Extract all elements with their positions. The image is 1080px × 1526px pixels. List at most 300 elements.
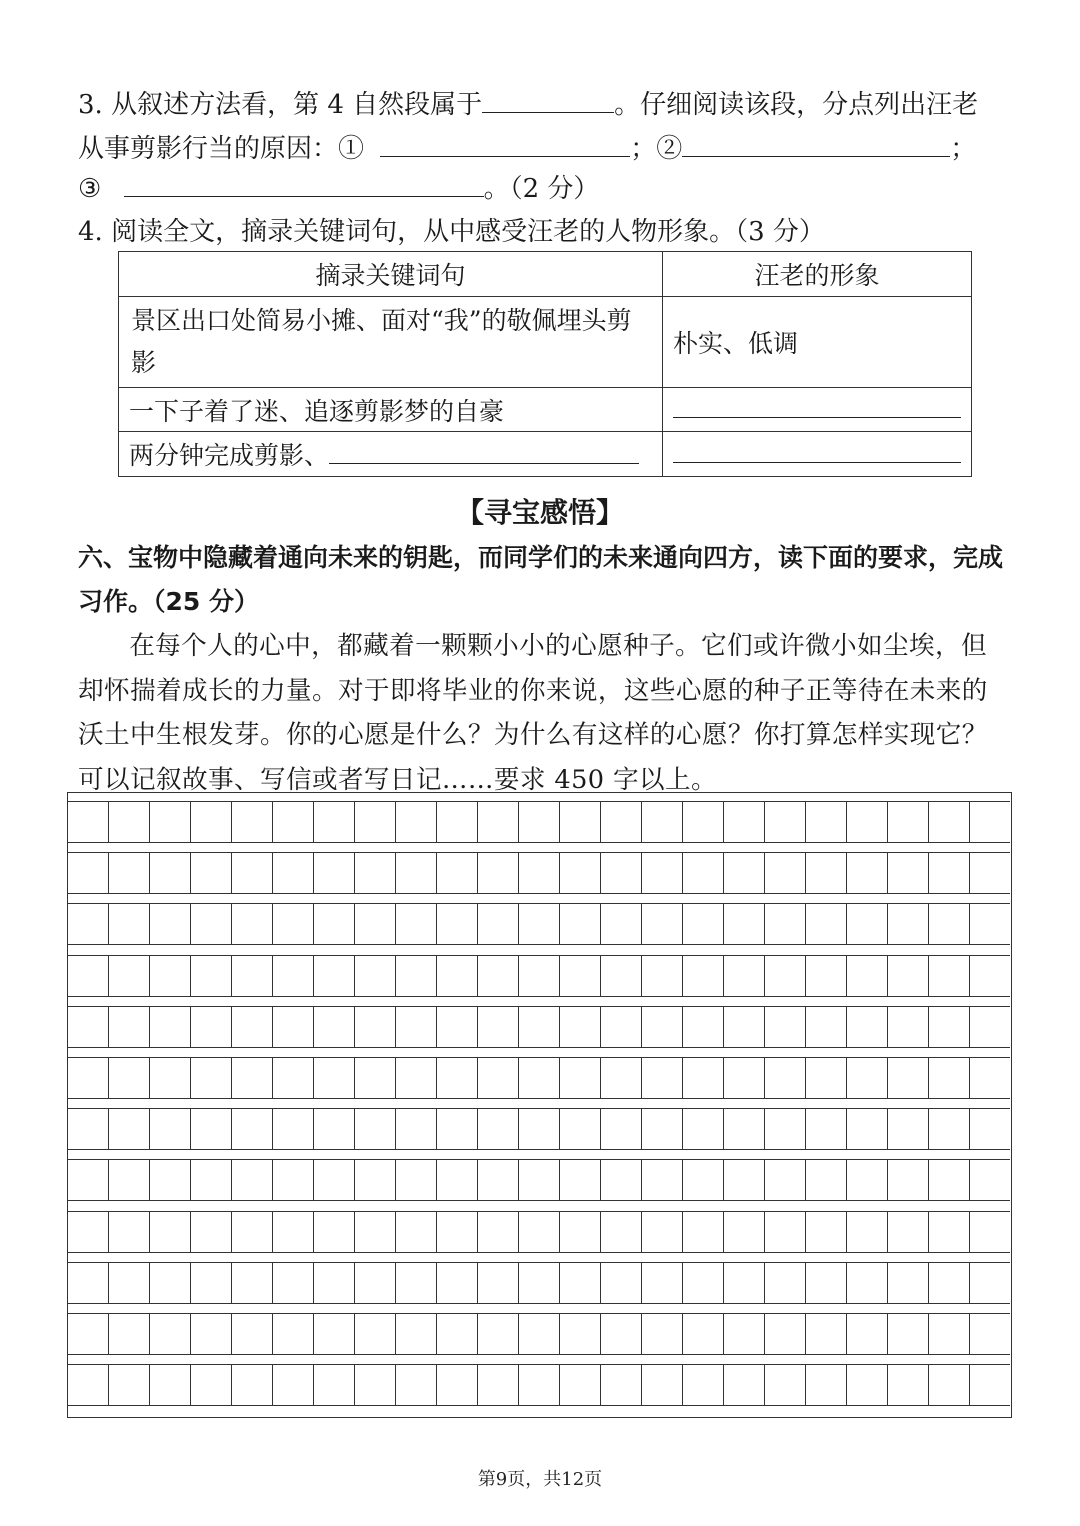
grid-cell[interactable] (765, 1058, 806, 1098)
grid-cell[interactable] (724, 1314, 765, 1354)
grid-cell[interactable] (601, 956, 642, 996)
grid-cell[interactable] (847, 1365, 888, 1405)
grid-cell[interactable] (970, 1365, 1010, 1405)
grid-cell[interactable] (232, 1314, 273, 1354)
grid-cell[interactable] (724, 802, 765, 842)
grid-cell[interactable] (273, 1365, 314, 1405)
grid-cell[interactable] (519, 904, 560, 944)
grid-cell[interactable] (191, 1058, 232, 1098)
grid-cell[interactable] (806, 1365, 847, 1405)
grid-cell[interactable] (68, 1160, 109, 1200)
grid-cell[interactable] (191, 1263, 232, 1303)
grid-cell[interactable] (396, 1314, 437, 1354)
grid-cell[interactable] (68, 1365, 109, 1405)
grid-cell[interactable] (437, 1007, 478, 1047)
grid-cell[interactable] (355, 1160, 396, 1200)
grid-cell[interactable] (847, 1212, 888, 1252)
grid-cell[interactable] (888, 802, 929, 842)
grid-cell[interactable] (806, 1007, 847, 1047)
grid-cell[interactable] (109, 1263, 150, 1303)
grid-cell[interactable] (970, 853, 1010, 893)
grid-cell[interactable] (437, 1058, 478, 1098)
table-cell-image[interactable] (663, 388, 972, 432)
grid-cell[interactable] (191, 853, 232, 893)
grid-cell[interactable] (642, 1109, 683, 1149)
grid-cell[interactable] (355, 1365, 396, 1405)
grid-cell[interactable] (150, 1212, 191, 1252)
grid-cell[interactable] (560, 1109, 601, 1149)
grid-cell[interactable] (724, 1109, 765, 1149)
grid-cell[interactable] (396, 1007, 437, 1047)
grid-cell[interactable] (601, 853, 642, 893)
grid-cell[interactable] (396, 802, 437, 842)
grid-cell[interactable] (396, 1160, 437, 1200)
grid-cell[interactable] (314, 1109, 355, 1149)
grid-cell[interactable] (519, 1109, 560, 1149)
grid-cell[interactable] (355, 956, 396, 996)
grid-cell[interactable] (437, 1314, 478, 1354)
grid-cell[interactable] (396, 1365, 437, 1405)
grid-cell[interactable] (478, 1109, 519, 1149)
grid-cell[interactable] (888, 1160, 929, 1200)
grid-cell[interactable] (970, 802, 1010, 842)
grid-cell[interactable] (601, 1365, 642, 1405)
grid-cell[interactable] (929, 1160, 970, 1200)
grid-cell[interactable] (191, 1109, 232, 1149)
grid-cell[interactable] (396, 853, 437, 893)
answer-blank[interactable] (329, 441, 639, 464)
grid-cell[interactable] (847, 1314, 888, 1354)
grid-cell[interactable] (806, 1109, 847, 1149)
grid-cell[interactable] (191, 904, 232, 944)
grid-cell[interactable] (478, 853, 519, 893)
grid-cell[interactable] (970, 1109, 1010, 1149)
grid-cell[interactable] (314, 1160, 355, 1200)
grid-cell[interactable] (314, 1365, 355, 1405)
grid-cell[interactable] (601, 1109, 642, 1149)
grid-cell[interactable] (683, 853, 724, 893)
grid-cell[interactable] (109, 802, 150, 842)
grid-cell[interactable] (232, 1058, 273, 1098)
grid-cell[interactable] (847, 1160, 888, 1200)
grid-cell[interactable] (437, 1160, 478, 1200)
grid-cell[interactable] (929, 1365, 970, 1405)
grid-cell[interactable] (109, 956, 150, 996)
grid-cell[interactable] (888, 1365, 929, 1405)
grid-cell[interactable] (68, 853, 109, 893)
grid-cell[interactable] (437, 904, 478, 944)
grid-cell[interactable] (519, 1365, 560, 1405)
grid-cell[interactable] (355, 802, 396, 842)
grid-cell[interactable] (150, 1160, 191, 1200)
answer-blank[interactable] (482, 88, 614, 113)
grid-cell[interactable] (806, 1314, 847, 1354)
grid-cell[interactable] (232, 802, 273, 842)
grid-cell[interactable] (191, 1212, 232, 1252)
grid-cell[interactable] (478, 1007, 519, 1047)
grid-cell[interactable] (478, 1365, 519, 1405)
grid-cell[interactable] (929, 1007, 970, 1047)
grid-cell[interactable] (560, 1007, 601, 1047)
grid-cell[interactable] (191, 1160, 232, 1200)
grid-cell[interactable] (888, 904, 929, 944)
grid-cell[interactable] (642, 904, 683, 944)
grid-cell[interactable] (232, 1007, 273, 1047)
grid-row (68, 1159, 1010, 1201)
grid-cell[interactable] (806, 1212, 847, 1252)
grid-cell[interactable] (847, 1007, 888, 1047)
grid-cell[interactable] (355, 1007, 396, 1047)
grid-cell[interactable] (929, 956, 970, 996)
grid-cell[interactable] (929, 1058, 970, 1098)
q3-text: ③ (78, 174, 102, 204)
grid-cell[interactable] (560, 956, 601, 996)
grid-cell[interactable] (519, 853, 560, 893)
grid-cell[interactable] (396, 956, 437, 996)
grid-cell[interactable] (273, 1160, 314, 1200)
grid-cell[interactable] (601, 1212, 642, 1252)
grid-cell[interactable] (888, 1212, 929, 1252)
grid-cell[interactable] (478, 1058, 519, 1098)
grid-cell[interactable] (642, 1263, 683, 1303)
grid-cell[interactable] (560, 1160, 601, 1200)
grid-cell[interactable] (232, 1160, 273, 1200)
grid-cell[interactable] (437, 1109, 478, 1149)
grid-row (68, 1006, 1010, 1048)
grid-cell[interactable] (888, 1314, 929, 1354)
grid-cell[interactable] (888, 956, 929, 996)
grid-cell[interactable] (724, 1007, 765, 1047)
grid-cell[interactable] (68, 956, 109, 996)
grid-cell[interactable] (765, 1314, 806, 1354)
grid-cell[interactable] (232, 1263, 273, 1303)
grid-cell[interactable] (642, 1314, 683, 1354)
grid-cell[interactable] (765, 1109, 806, 1149)
grid-cell[interactable] (929, 802, 970, 842)
grid-cell[interactable] (519, 956, 560, 996)
grid-cell[interactable] (683, 802, 724, 842)
grid-cell[interactable] (191, 802, 232, 842)
grid-cell[interactable] (232, 1109, 273, 1149)
page-number: 第9页，共12页 (477, 1469, 603, 1490)
grid-cell[interactable] (765, 956, 806, 996)
grid-cell[interactable] (560, 853, 601, 893)
grid-cell[interactable] (683, 904, 724, 944)
grid-cell[interactable] (314, 853, 355, 893)
grid-cell[interactable] (191, 1314, 232, 1354)
grid-cell[interactable] (642, 1212, 683, 1252)
grid-cell[interactable] (232, 956, 273, 996)
grid-row (68, 955, 1010, 997)
grid-cell[interactable] (150, 904, 191, 944)
grid-cell[interactable] (273, 802, 314, 842)
grid-cell[interactable] (273, 956, 314, 996)
grid-cell[interactable] (150, 956, 191, 996)
grid-cell[interactable] (683, 1109, 724, 1149)
grid-cell[interactable] (519, 1058, 560, 1098)
grid-cell[interactable] (437, 956, 478, 996)
grid-cell[interactable] (519, 1160, 560, 1200)
grid-cell[interactable] (150, 1263, 191, 1303)
grid-cell[interactable] (683, 1007, 724, 1047)
grid-cell[interactable] (847, 1263, 888, 1303)
grid-cell[interactable] (888, 1058, 929, 1098)
grid-cell[interactable] (355, 1058, 396, 1098)
grid-cell[interactable] (273, 853, 314, 893)
grid-cell[interactable] (560, 1365, 601, 1405)
grid-cell[interactable] (150, 1314, 191, 1354)
grid-cell[interactable] (68, 1109, 109, 1149)
grid-cell[interactable] (396, 1263, 437, 1303)
grid-cell[interactable] (806, 1263, 847, 1303)
grid-cell[interactable] (601, 1263, 642, 1303)
grid-cell[interactable] (355, 1109, 396, 1149)
answer-blank[interactable] (124, 172, 484, 197)
grid-cell[interactable] (478, 1212, 519, 1252)
grid-cell[interactable] (560, 1314, 601, 1354)
grid-cell[interactable] (642, 1365, 683, 1405)
grid-cell[interactable] (683, 1263, 724, 1303)
grid-cell[interactable] (724, 1058, 765, 1098)
grid-cell[interactable] (273, 1212, 314, 1252)
grid-cell[interactable] (191, 1007, 232, 1047)
grid-cell[interactable] (437, 853, 478, 893)
grid-cell[interactable] (355, 1263, 396, 1303)
grid-cell[interactable] (765, 853, 806, 893)
answer-blank[interactable] (673, 395, 961, 418)
grid-cell[interactable] (601, 1007, 642, 1047)
grid-cell[interactable] (765, 1007, 806, 1047)
grid-cell[interactable] (150, 1007, 191, 1047)
grid-cell[interactable] (929, 904, 970, 944)
grid-cell[interactable] (888, 1263, 929, 1303)
table-cell-image[interactable] (663, 432, 972, 477)
grid-cell[interactable] (560, 802, 601, 842)
grid-cell[interactable] (642, 1007, 683, 1047)
grid-cell[interactable] (642, 853, 683, 893)
grid-cell[interactable] (683, 1058, 724, 1098)
grid-cell[interactable] (396, 904, 437, 944)
grid-cell[interactable] (519, 1007, 560, 1047)
grid-cell[interactable] (191, 956, 232, 996)
grid-cell[interactable] (724, 1212, 765, 1252)
grid-cell[interactable] (314, 904, 355, 944)
grid-cell[interactable] (396, 1212, 437, 1252)
grid-cell[interactable] (560, 1263, 601, 1303)
grid-cell[interactable] (478, 1263, 519, 1303)
grid-cell[interactable] (478, 956, 519, 996)
grid-cell[interactable] (314, 1058, 355, 1098)
grid-cell[interactable] (847, 1109, 888, 1149)
table-header: 汪老的形象 (663, 252, 972, 297)
grid-cell[interactable] (232, 1365, 273, 1405)
grid-cell[interactable] (68, 1007, 109, 1047)
grid-cell[interactable] (765, 1365, 806, 1405)
grid-cell[interactable] (478, 802, 519, 842)
grid-cell[interactable] (888, 853, 929, 893)
grid-cell[interactable] (314, 1314, 355, 1354)
grid-cell[interactable] (68, 802, 109, 842)
grid-cell[interactable] (970, 1160, 1010, 1200)
grid-cell[interactable] (765, 1263, 806, 1303)
grid-cell[interactable] (806, 853, 847, 893)
grid-cell[interactable] (519, 1263, 560, 1303)
grid-cell[interactable] (437, 1212, 478, 1252)
grid-cell[interactable] (560, 1058, 601, 1098)
grid-cell[interactable] (929, 1109, 970, 1149)
grid-cell[interactable] (683, 956, 724, 996)
grid-cell[interactable] (847, 802, 888, 842)
grid-cell[interactable] (150, 853, 191, 893)
grid-cell[interactable] (888, 1007, 929, 1047)
grid-cell[interactable] (970, 1263, 1010, 1303)
grid-cell[interactable] (314, 1263, 355, 1303)
grid-cell[interactable] (560, 1212, 601, 1252)
grid-cell[interactable] (806, 904, 847, 944)
grid-cell[interactable] (314, 802, 355, 842)
grid-cell[interactable] (888, 1109, 929, 1149)
grid-cell[interactable] (437, 802, 478, 842)
grid-cell[interactable] (273, 904, 314, 944)
grid-cell[interactable] (273, 1314, 314, 1354)
grid-cell[interactable] (478, 1314, 519, 1354)
grid-cell[interactable] (847, 853, 888, 893)
grid-cell[interactable] (519, 802, 560, 842)
grid-cell[interactable] (806, 802, 847, 842)
grid-cell[interactable] (847, 1058, 888, 1098)
grid-cell[interactable] (765, 1212, 806, 1252)
grid-cell[interactable] (396, 1109, 437, 1149)
answer-blank[interactable] (380, 132, 630, 157)
grid-cell[interactable] (806, 1058, 847, 1098)
grid-cell[interactable] (109, 1058, 150, 1098)
grid-cell[interactable] (683, 1314, 724, 1354)
grid-cell[interactable] (150, 1109, 191, 1149)
grid-cell[interactable] (150, 802, 191, 842)
grid-cell[interactable] (232, 1212, 273, 1252)
grid-cell[interactable] (109, 1109, 150, 1149)
writing-grid[interactable] (67, 792, 1012, 1418)
grid-cell[interactable] (724, 1365, 765, 1405)
grid-cell[interactable] (396, 1058, 437, 1098)
grid-cell[interactable] (355, 1314, 396, 1354)
grid-cell[interactable] (68, 1263, 109, 1303)
grid-cell[interactable] (519, 1212, 560, 1252)
grid-cell[interactable] (314, 1212, 355, 1252)
grid-cell[interactable] (273, 1109, 314, 1149)
grid-cell[interactable] (68, 1058, 109, 1098)
grid-cell[interactable] (601, 904, 642, 944)
grid-cell[interactable] (314, 1007, 355, 1047)
grid-cell[interactable] (929, 1263, 970, 1303)
grid-cell[interactable] (929, 1314, 970, 1354)
grid-cell[interactable] (724, 853, 765, 893)
grid-cell[interactable] (642, 1160, 683, 1200)
q6-prompt: 六、宝物中隐藏着通向未来的钥匙，而同学们的未来通向四方，读下面的要求，完成习作。（25 分） (78, 543, 1004, 616)
grid-cell[interactable] (68, 1212, 109, 1252)
grid-cell[interactable] (765, 904, 806, 944)
grid-cell[interactable] (109, 1314, 150, 1354)
grid-cell[interactable] (683, 1212, 724, 1252)
grid-cell[interactable] (109, 1365, 150, 1405)
grid-cell[interactable] (560, 904, 601, 944)
grid-cell[interactable] (601, 1058, 642, 1098)
grid-cell[interactable] (191, 1365, 232, 1405)
grid-cell[interactable] (314, 956, 355, 996)
grid-cell[interactable] (109, 1007, 150, 1047)
grid-cell[interactable] (68, 1314, 109, 1354)
answer-blank[interactable] (682, 132, 950, 157)
grid-cell[interactable] (724, 956, 765, 996)
grid-cell[interactable] (642, 802, 683, 842)
q3-text: 。（2 分） (483, 174, 600, 204)
grid-cell[interactable] (847, 904, 888, 944)
q3-line-2 (78, 132, 976, 165)
grid-cell[interactable] (847, 956, 888, 996)
grid-cell[interactable] (642, 1058, 683, 1098)
grid-cell[interactable] (519, 1314, 560, 1354)
grid-cell[interactable] (109, 853, 150, 893)
grid-cell[interactable] (683, 1365, 724, 1405)
grid-cell[interactable] (232, 904, 273, 944)
grid-cell[interactable] (478, 1160, 519, 1200)
grid-cell[interactable] (232, 853, 273, 893)
grid-cell[interactable] (970, 956, 1010, 996)
grid-cell[interactable] (683, 1160, 724, 1200)
grid-cell[interactable] (724, 1263, 765, 1303)
grid-cell[interactable] (150, 1365, 191, 1405)
grid-row (68, 1108, 1010, 1150)
table-cell-phrase: 景区出口处简易小摊、面对“我”的敬佩埋头剪影 (119, 297, 663, 388)
q6-paragraph: 在每个人的心中，都藏着一颗颗小小的心愿种子。它们或许微小如尘埃，但却怀揣着成长的力量。对于即将毕业的你来说，这些心愿的种子正等待在未来的沃土中生根发芽。你的心愿是什么？为什么有这样的心愿？你打算怎样实现它？可以记叙故事、写信或者写日记……要求 450 字以上。 (78, 631, 988, 795)
grid-cell[interactable] (806, 956, 847, 996)
grid-cell[interactable] (109, 904, 150, 944)
grid-cell[interactable] (806, 1160, 847, 1200)
table-row (119, 432, 972, 477)
grid-row (68, 852, 1010, 894)
grid-cell[interactable] (355, 853, 396, 893)
answer-blank[interactable] (673, 440, 961, 463)
grid-cell[interactable] (765, 802, 806, 842)
grid-cell[interactable] (601, 802, 642, 842)
grid-cell[interactable] (150, 1058, 191, 1098)
grid-cell[interactable] (273, 1263, 314, 1303)
grid-cell[interactable] (478, 904, 519, 944)
grid-cell[interactable] (273, 1058, 314, 1098)
grid-cell[interactable] (970, 1007, 1010, 1047)
grid-cell[interactable] (970, 1212, 1010, 1252)
grid-cell[interactable] (724, 904, 765, 944)
grid-cell[interactable] (929, 853, 970, 893)
grid-cell[interactable] (109, 1212, 150, 1252)
grid-cell[interactable] (437, 1263, 478, 1303)
grid-cell[interactable] (642, 956, 683, 996)
grid-cell[interactable] (355, 1212, 396, 1252)
grid-cell[interactable] (355, 904, 396, 944)
grid-cell[interactable] (601, 1314, 642, 1354)
grid-cell[interactable] (273, 1007, 314, 1047)
grid-cell[interactable] (929, 1212, 970, 1252)
grid-cell[interactable] (437, 1365, 478, 1405)
grid-cell[interactable] (970, 904, 1010, 944)
grid-cell[interactable] (724, 1160, 765, 1200)
grid-cell[interactable] (765, 1160, 806, 1200)
grid-cell[interactable] (68, 904, 109, 944)
grid-cell[interactable] (970, 1314, 1010, 1354)
grid-cell[interactable] (970, 1058, 1010, 1098)
grid-cell[interactable] (601, 1160, 642, 1200)
grid-cell[interactable] (109, 1160, 150, 1200)
